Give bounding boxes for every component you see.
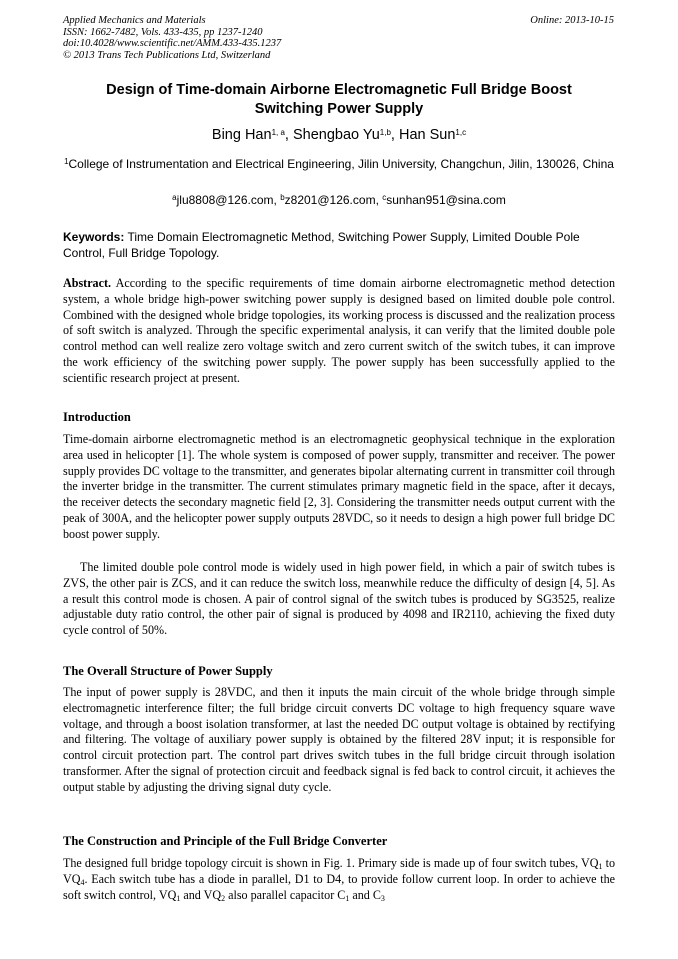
email-link: jlu8808@126.com (176, 193, 274, 207)
author-sup: 1,c (455, 128, 467, 137)
affiliation-sup: 1 (64, 157, 69, 166)
subscript: 2 (221, 893, 226, 903)
overall-paragraph-1: The input of power supply is 28VDC, and then it inputs the main circuit of the whole bridge through simple electromagnetic interference filter; the full bridge circuit converts DC voltage to high frequency square wave voltage, and through a boost isolation transformer, at last the needed DC output voltage is obtained by rectifying and filtering. The voltage of auxiliary power supply is obtained by the filtered 28V input; it is responsible for control circuit protection part. The control part drives switch tubes in the full bridge circuit through isolation transformer. After the signal of protection circuit and feedback signal is fed back to control circuit, it achieves the output stable by adjusting the driving signal duty cycle. (63, 685, 615, 794)
author-name: Shengbao Yu (292, 127, 380, 143)
issn-line: ISSN: 1662-7482, Vols. 433-435, pp 1237-1240 (63, 26, 263, 38)
affiliation (63, 156, 615, 172)
doi-line: doi:10.4028/www.scientific.net/AMM.433-435.1237 (63, 38, 282, 49)
online-date: Online: 2013-10-15 (530, 15, 614, 26)
email-sup: b (280, 193, 285, 202)
intro-paragraph-2: The limited double pole control mode is widely used in high power field, in which a pair of switch tubes is ZVS, the other pair is ZCS, and it can reduce the switch loss, meanwhile reduce the difficulty of design [4, 5]. As a result this control mode is chosen. A pair of control signal of the switch tubes is produced by SG3525, realize adjustable duty ratio control, the other pair of signal is produced by 4098 and IR2110, achieving the fixed duty cycle control of 50%. (63, 560, 615, 638)
abstract-text: According to the specific requirements of time domain airborne electromagnetic method detection system, a whole bridge high-power switching power supply is designed based on limited double pole control. Combined with the designed whole bridge topologies, its working process is discussed and the realization process of soft switch is analyzed. Through the specific experimental analysis, it can verify that the limited double pole control method can well realize zero voltage switch and zero current switch of the switch tubes, it can improve the work efficiency of the switching power supply. The power supply has been successfully applied to the scientific research project at present. (63, 276, 615, 385)
email-link: sunhan951@sina.com (386, 193, 506, 207)
construction-text: also parallel capacitor C (225, 887, 346, 902)
construction-text: The designed full bridge topology circuit is shown in Fig. 1. Primary side is made up of four switch tubes, VQ (63, 856, 599, 870)
author-name: Bing Han (211, 127, 272, 143)
construction-text: . Each switch tube has a diode in parallel, D1 to D4, to provide follow current loop. In order to achieve the soft switch control, VQ (63, 871, 615, 902)
email-sup: a (172, 193, 177, 202)
keywords-label: Keywords: (63, 230, 125, 244)
author-sup: 1, a (271, 128, 285, 137)
section-heading-introduction: Introduction (63, 410, 131, 424)
keywords (63, 229, 615, 261)
author-name: Han Sun (398, 127, 456, 143)
intro-paragraph-1: Time-domain airborne electromagnetic method is an electromagnetic geophysical technique in the exploration area used in helicopter [1]. The whole system is composed of power supply, transmitter and receiver. The power supply provides DC voltage to the transmitter, and generates bipolar alternating current in transmitter coil through the inverter bridge in the transmitter. The current stimulates primary magnetic field in the space, after it decays, the receiver detects the secondary magnetic field [2, 3]. Considering the transmitter needs output current with the peak of 300A, and the helicopter power supply outputs 28VDC, so it needs to design a high power full bridge DC boost power supply. (63, 432, 615, 541)
subscript: 1 (176, 893, 181, 903)
email-list: $^a$jlu8808@126.com, $^b$z8201@126.com, $^c$sunhan951@sina.com (172, 193, 506, 207)
construction-text: and VQ (180, 887, 222, 902)
journal-name: Applied Mechanics and Materials (63, 15, 206, 26)
abstract-label: Abstract. (63, 276, 112, 290)
author-list: Bing Han$^{1, a}$, Shengbao Yu$^{1,b}$, Han Sun$^{1,c}$ (211, 127, 467, 143)
affiliation-text: College of Instrumentation and Electrical Engineering, Jilin University, Changchun, Jilin, 130026, China (68, 157, 614, 171)
construction-paragraph-1 (63, 856, 615, 903)
subscript: 1 (345, 893, 350, 903)
abstract (63, 276, 615, 387)
journal-header (63, 15, 281, 61)
construction-text: to VQ (63, 856, 615, 886)
copyright-line: © 2013 Trans Tech Publications Ltd, Switzerland (63, 49, 271, 61)
keywords-text: Time Domain Electromagnetic Method, Switching Power Supply, Limited Double Pole Control, Full Bridge Topology. (63, 230, 580, 260)
section-heading-overall-structure: The Overall Structure of Power Supply (63, 664, 273, 678)
section-heading-construction: The Construction and Principle of the Full Bridge Converter (63, 834, 388, 848)
subscript: 3 (380, 893, 385, 903)
email-link: z8201@126.com (284, 193, 376, 207)
title-line-1: Design of Time-domain Airborne Electromagnetic Full Bridge Boost (106, 82, 572, 98)
title-line-2: Switching Power Supply (254, 100, 424, 117)
email-sup: c (382, 193, 387, 202)
subscript: 4 (80, 877, 85, 887)
subscript: 1 (598, 862, 603, 871)
construction-text: and C (349, 887, 381, 902)
paper-title (63, 81, 615, 118)
author-sup: 1,b (379, 128, 391, 137)
